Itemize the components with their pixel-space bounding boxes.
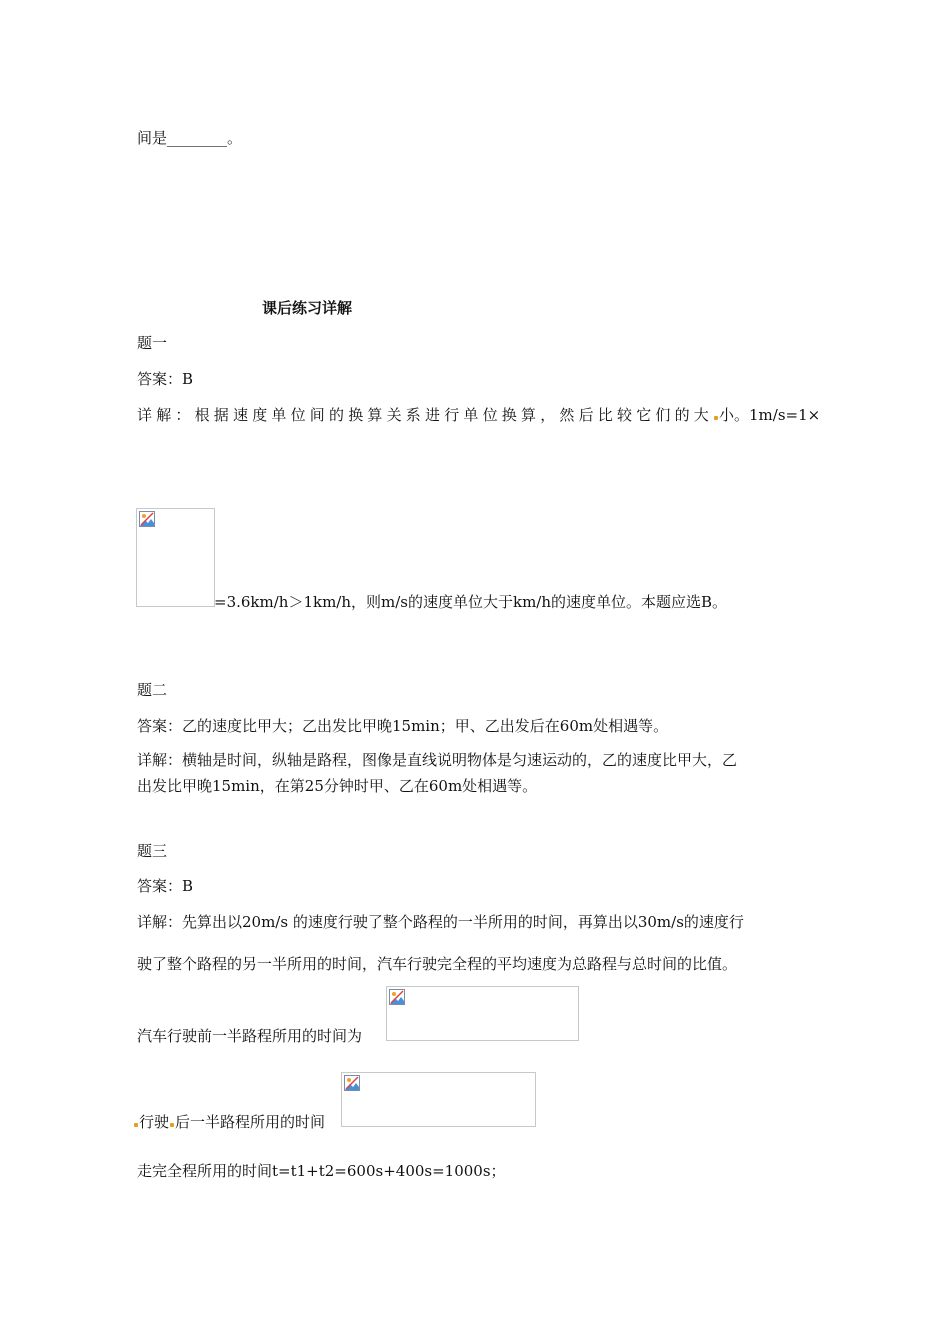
first-half-formula-placeholder	[386, 986, 579, 1041]
section-title: 课后练习详解	[262, 299, 353, 317]
q3-first-half-label: 汽车行驶前一半路程所用的时间为	[137, 1027, 363, 1045]
second-half-text-a: 行驶	[139, 1113, 170, 1131]
q3-answer: 答案：B	[137, 877, 194, 895]
q2-detail-line1: 详解：横轴是时间，纵轴是路程，图像是直线说明物体是匀速运动的，乙的速度比甲大，乙	[137, 751, 738, 769]
q3-second-half-label	[137, 1112, 325, 1132]
anchor-mark-icon	[134, 1123, 138, 1127]
second-half-text-b: 后一半路程所用的时间	[175, 1113, 326, 1131]
q1-detail-line2: =3.6km/h＞1km/h，则m/s的速度单位大于km/h的速度单位。本题应选B。	[214, 593, 728, 611]
q2-answer: 答案：乙的速度比甲大；乙出发比甲晚15min；甲、乙出发后在60m处相遇等。	[137, 717, 669, 735]
q3-detail-line2: 驶了整个路程的另一半所用的时间，汽车行驶完全程的平均速度为总路程与总时间的比值。	[137, 955, 738, 973]
q2-detail-line2: 出发比甲晚15min，在第25分钟时甲、乙在60m处相遇等。	[137, 777, 538, 795]
q3-title: 题三	[137, 842, 168, 860]
q3-detail-line1: 详解：先算出以20m/s 的速度行驶了整个路程的一半所用的时间，再算出以30m/s的速度行	[137, 913, 744, 931]
q3-total-time: 走完全程所用的时间t=t1+t2=600s+400s=1000s；	[137, 1162, 506, 1180]
broken-image-icon	[389, 989, 405, 1005]
q1-detail-line1	[137, 405, 820, 425]
broken-image-icon	[139, 511, 155, 527]
formula-image-placeholder	[136, 508, 215, 607]
q2-title: 题二	[137, 681, 168, 699]
anchor-mark-icon	[714, 416, 718, 420]
second-half-formula-placeholder	[341, 1072, 536, 1127]
anchor-mark-icon	[170, 1123, 174, 1127]
q1-detail-text-b: 小。1m/s=1×	[719, 406, 821, 424]
q1-answer: 答案：B	[137, 370, 194, 388]
fill-blank-line: 间是________。	[137, 129, 243, 147]
q1-title: 题一	[137, 334, 168, 352]
broken-image-icon	[344, 1075, 360, 1091]
q1-detail-text-a: 详解：根据速度单位间的换算关系进行单位换算，然后比较它们的大	[137, 406, 714, 424]
